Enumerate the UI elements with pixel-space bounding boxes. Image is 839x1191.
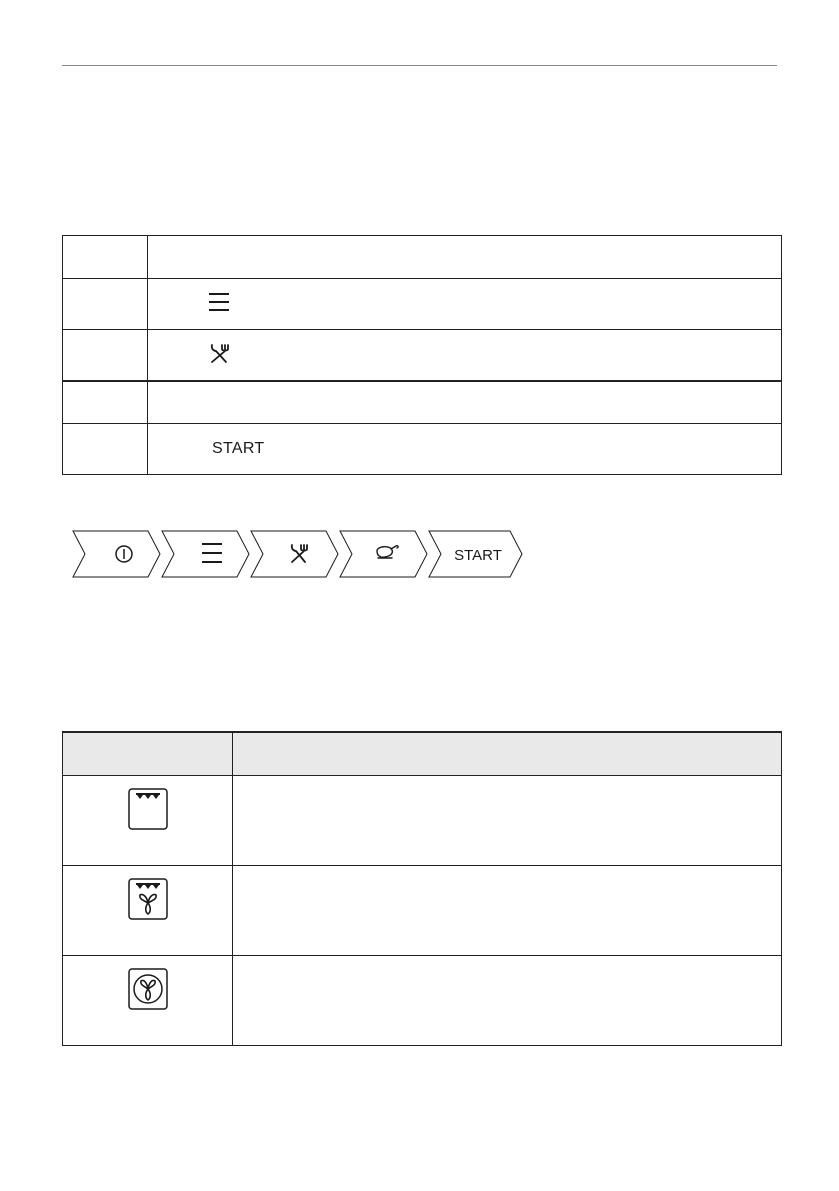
cutlery-icon <box>208 342 230 368</box>
table-row <box>63 381 782 424</box>
menu-icon <box>202 544 222 562</box>
step-action <box>148 236 782 279</box>
description-cell <box>233 956 782 1046</box>
table-row <box>63 330 782 382</box>
header-rule <box>62 65 777 66</box>
step-number <box>63 236 148 279</box>
menu-icon <box>208 291 230 317</box>
top-heat-fan-icon <box>128 878 168 920</box>
table-row <box>63 776 782 866</box>
description-cell <box>233 776 782 866</box>
step-number <box>63 330 148 382</box>
symbol-cell <box>63 956 233 1046</box>
step-action <box>148 381 782 424</box>
table-row <box>63 236 782 279</box>
flow-start-label: START <box>454 547 502 564</box>
step-number <box>63 381 148 424</box>
step-action-cell <box>148 330 782 382</box>
table-header-row <box>63 732 782 776</box>
column-header-description <box>233 732 782 776</box>
step-action-cell <box>148 424 782 475</box>
column-header-symbol <box>63 732 233 776</box>
step-number <box>63 424 148 475</box>
fan-circle-icon <box>128 968 168 1010</box>
table-row <box>63 956 782 1046</box>
flow-step-shape <box>340 531 427 577</box>
table-row <box>63 866 782 956</box>
cutlery-icon <box>292 545 307 562</box>
power-icon <box>116 546 132 562</box>
symbol-cell <box>63 776 233 866</box>
step-flow <box>72 530 532 578</box>
step-action-cell <box>148 279 782 330</box>
table-row <box>63 279 782 330</box>
table-row <box>63 424 782 475</box>
steps-table <box>62 235 782 475</box>
functions-table <box>62 731 782 1046</box>
roast-chicken-icon <box>377 546 398 558</box>
flow-step-shape <box>251 531 338 577</box>
description-cell <box>233 866 782 956</box>
top-heat-icon <box>128 788 168 830</box>
step-number <box>63 279 148 330</box>
symbol-cell <box>63 866 233 956</box>
start-label: START <box>212 440 265 457</box>
